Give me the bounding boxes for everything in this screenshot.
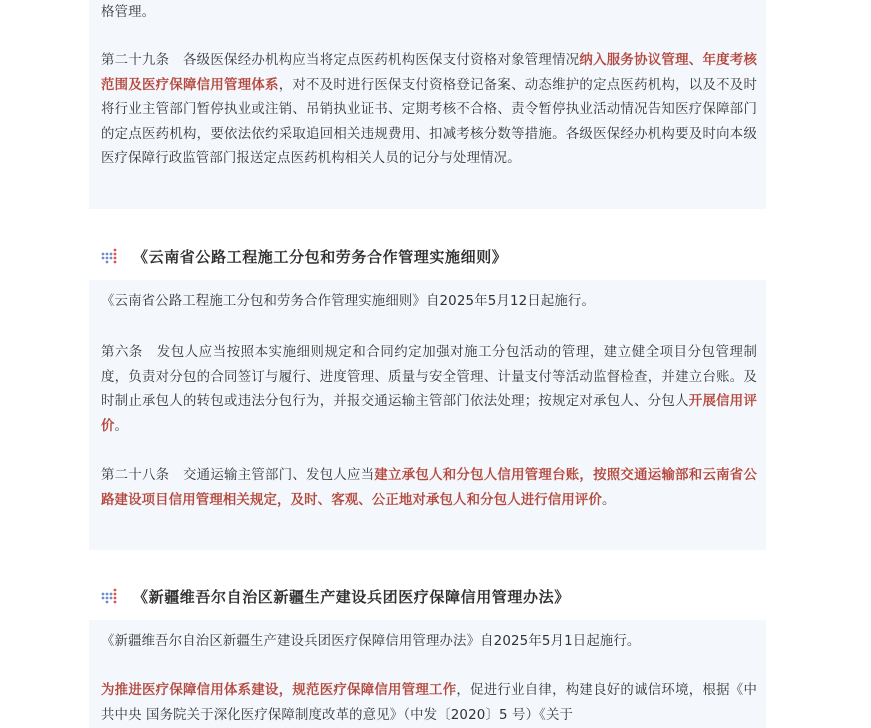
intro-paragraph: 《云南省公路工程施工分包和劳务合作管理实施细则》自2025年5月12日起施行。: [101, 294, 595, 309]
paragraph-tail: 格管理。: [101, 5, 156, 20]
article-6-text: 第六条 发包人应当按照本实施细则规定和合同约定加强对施工分包活动的管理，建立健全项目分包管理制度，负责对分包的合同签订与履行、进度管理、质量与安全管理、计量支付等活动监督检查，并建立台账。及时制止承包人的转包或违法分包行为，并报交通运输主管部门依法处理；按规定对承包人、分包人: [101, 345, 757, 410]
article-28-text: 第二十八条 交通运输主管部门、发包人应当: [101, 468, 375, 483]
article-29-paragraph: [101, 49, 757, 172]
content-block-xinjiang: [89, 620, 766, 728]
article-6-paragraph: 第六条 发包人应当按照本实施细则规定和合同约定加强对施工分包活动的管理，建立健全项目分包管理制度，负责对分包的合同签订与履行、进度管理、质量与安全管理、计量支付等活动监督检查，并建立台账。及时制止承包人的转包或违法分包行为，并报交通运输主管部门依法处理；按规定对承包人、分包人开展信用评价。: [101, 345, 757, 434]
purpose-text: ，促进行业自律，构建良好的诚信环境，根据《中共中央 国务院关于深化医疗保障制度改革的意见》（中发〔2020〕5 号）《关于: [101, 683, 757, 723]
article-29-text: 第二十九条 各级医保经办机构应当将定点医药机构医保支付资格对象管理情况: [101, 53, 580, 68]
dots-icon: [101, 248, 117, 264]
intro-paragraph: 《新疆维吾尔自治区新疆生产建设兵团医疗保障信用管理办法》自2025年5月1日起施行。: [101, 634, 641, 649]
purpose-paragraph: 为推进医疗保障信用体系建设，规范医疗保障信用管理工作，促进行业自律，构建良好的诚信环境，根据《中共中央 国务院关于深化医疗保障制度改革的意见》（中发〔2020〕5 号）《关于: [101, 683, 757, 723]
purpose-highlight-1: 为推进医疗保障信用体系建设: [101, 683, 279, 698]
content-block-medical-insurance: [89, 0, 766, 209]
content-block-yunnan: [89, 280, 766, 550]
article-6-highlight: 开展信用评价: [101, 394, 757, 434]
dots-icon: [101, 588, 117, 604]
purpose-highlight-2: 规范医疗保障信用管理工作: [292, 683, 457, 698]
article-29-highlight: 纳入服务协议管理、年度考核范围及医疗保障信用管理体系: [101, 53, 757, 93]
article-29-text-cont: ，对不及时进行医保支付资格登记备案、动态维护的定点医药机构，以及不及时将行业主管部门暂停执业或注销、吊销执业证书、定期考核不合格、责令暂停执业活动情况告知医疗保障部门的定点医药机构，要依法依约采取追回相关违规费用、扣减考核分数等措施。各级医保经办机构要及时向本级医疗保障行政监管部门报送定点医药机构相关人员的记分与处理情况。: [101, 77, 757, 167]
section-heading-xinjiang: [101, 584, 570, 608]
section-title: 《新疆维吾尔自治区新疆生产建设兵团医疗保障信用管理办法》: [133, 587, 570, 606]
section-heading-yunnan: [101, 244, 507, 268]
article-28-paragraph: 第二十八条 交通运输主管部门、发包人应当建立承包人和分包人信用管理台账，按照交通运输部和云南省公路建设项目信用管理相关规定，及时、客观、公正地对承包人和分包人进行信用评价。: [101, 468, 757, 508]
article-28-highlight: 建立承包人和分包人信用管理台账，按照交通运输部和云南省公路建设项目信用管理相关规定，及时、客观、公正地对承包人和分包人进行信用评价: [101, 468, 757, 508]
section-title: 《云南省公路工程施工分包和劳务合作管理实施细则》: [133, 247, 508, 266]
